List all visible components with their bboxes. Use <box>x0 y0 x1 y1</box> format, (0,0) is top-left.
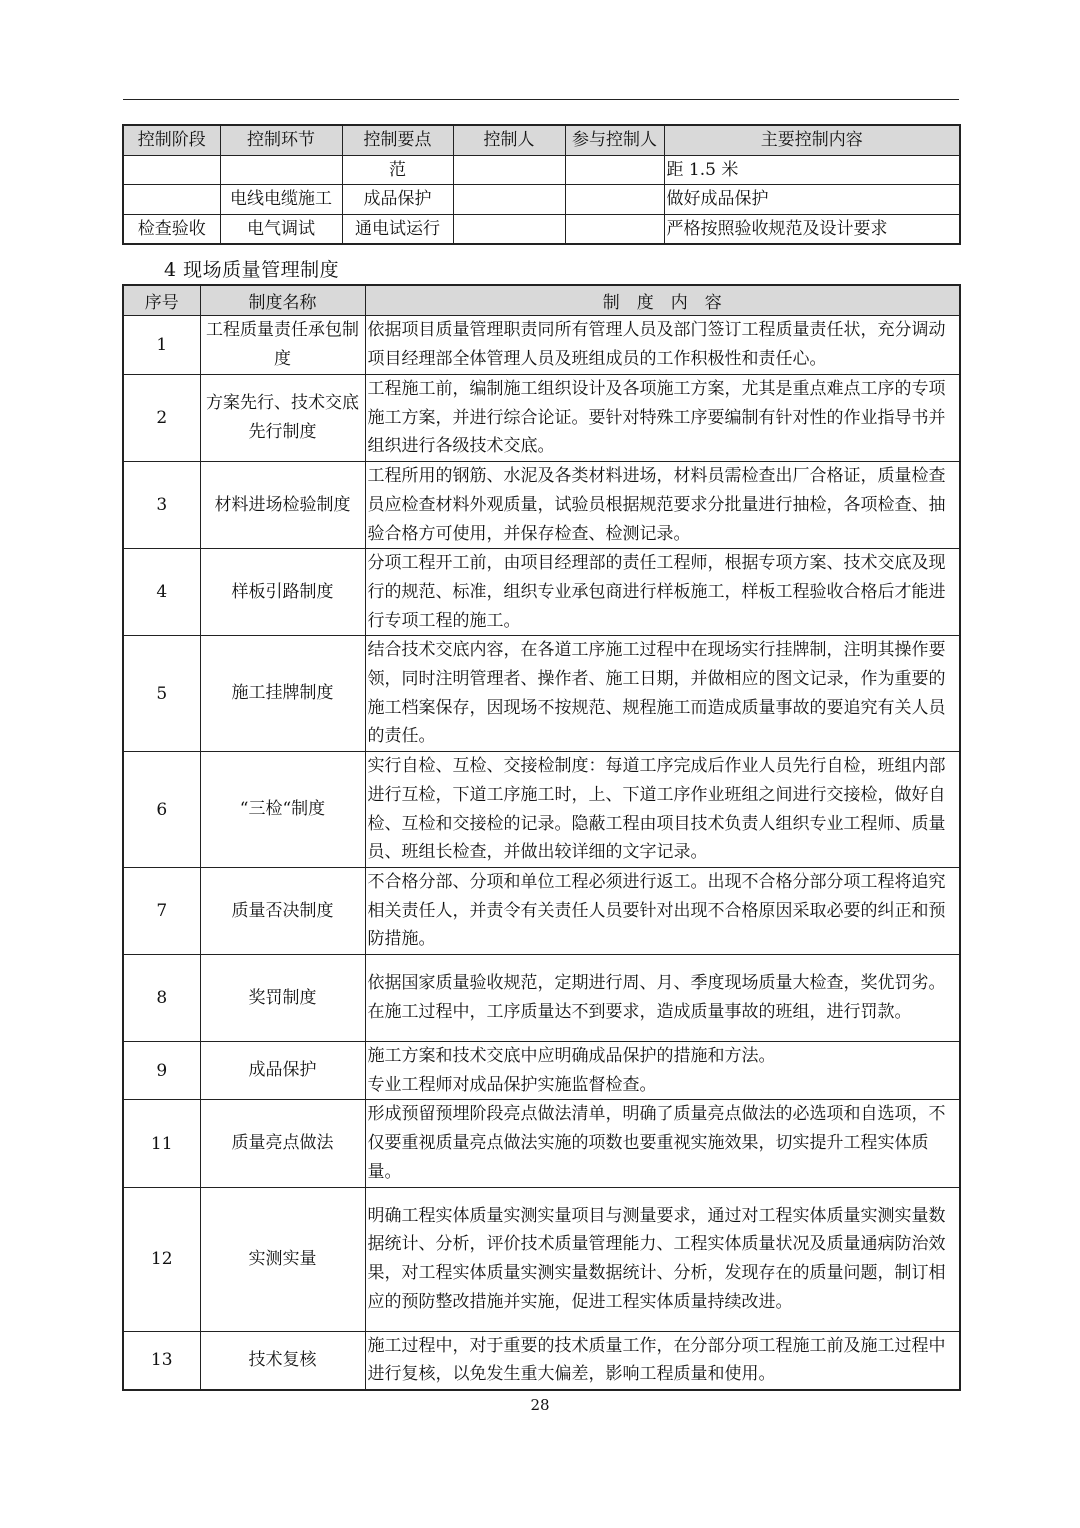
system-table-header <box>123 285 960 316</box>
system-content: 结合技术交底内容，在各道工序施工过程中在现场实行挂牌制，注明其操作要领，同时注明管理者、操作者、施工日期，并做相应的图文记录，作为重要的施工档案保存，因现场不按规范、规程施工而造成质量事故的要追究有关人员的责任。 <box>365 636 960 752</box>
cell <box>565 185 664 215</box>
header-cell: 控制要点 <box>342 125 453 155</box>
system-name: 质量亮点做法 <box>200 1100 365 1187</box>
system-content: 实行自检、互检、交接检制度：每道工序完成后作业人员先行自检，班组内部进行互检，下道工序施工时，上、下道工序作业班组之间进行交接检，做好自检、互检和交接检的记录。隐蔽工程由项目技术负责人组织专业工程师、质量员、班组长检查，并做出较详细的文字记录。 <box>365 752 960 868</box>
system-content: 不合格分部、分项和单位工程必须进行返工。出现不合格分部分项工程将追究相关责任人，并责令有关责任人员要针对出现不合格原因采取必要的纠正和预防措施。 <box>365 867 960 954</box>
row-number: 12 <box>123 1187 200 1331</box>
header-cell: 参与控制人 <box>565 125 664 155</box>
section-title: 4 现场质量管理制度 <box>164 259 340 281</box>
row-number: 11 <box>123 1100 200 1187</box>
control-table-header <box>123 125 960 155</box>
system-name: 奖罚制度 <box>200 955 365 1042</box>
row-number: 7 <box>123 867 200 954</box>
page-number: 28 <box>530 1396 550 1414</box>
row-number: 2 <box>123 375 200 462</box>
table-row <box>123 636 960 752</box>
cell <box>565 155 664 185</box>
header-cell: 制 度 内 容 <box>365 285 960 316</box>
system-content <box>365 1042 960 1100</box>
cell <box>453 155 565 185</box>
header-cell: 控制阶段 <box>123 125 220 155</box>
system-name: 方案先行、技术交底先行制度 <box>200 375 365 462</box>
header-cell: 主要控制内容 <box>664 125 960 155</box>
table-row <box>123 752 960 868</box>
system-content: 工程所用的钢筋、水泥及各类材料进场，材料员需检查出厂合格证，质量检查员应检查材料外观质量，试验员根据规范要求分批量进行抽检，各项检查、抽验合格方可使用，并保存检查、检测记录。 <box>365 462 960 549</box>
cell: 做好成品保护 <box>664 185 960 215</box>
header-cell: 控制环节 <box>220 125 342 155</box>
table-row <box>123 316 960 375</box>
table-row <box>123 1042 960 1100</box>
header-rule <box>123 99 959 100</box>
cell: 检查验收 <box>123 214 220 244</box>
cell <box>123 185 220 215</box>
table-row <box>123 1100 960 1187</box>
system-name: 技术复核 <box>200 1331 365 1390</box>
system-name: 实测实量 <box>200 1187 365 1331</box>
system-content: 分项工程开工前，由项目经理部的责任工程师，根据专项方案、技术交底及现行的规范、标准，组织专业承包商进行样板施工，样板工程验收合格后才能进行专项工程的施工。 <box>365 549 960 636</box>
cell <box>453 214 565 244</box>
table-row <box>123 214 960 244</box>
cell: 电线电缆施工 <box>220 185 342 215</box>
table-row <box>123 549 960 636</box>
system-name: 工程质量责任承包制度 <box>200 316 365 375</box>
content-line: 施工方案和技术交底中应明确成品保护的措施和方法。 <box>367 1046 776 1067</box>
table-row <box>123 955 960 1042</box>
control-table <box>122 124 961 245</box>
header-cell: 序号 <box>123 285 200 316</box>
table-row <box>123 1187 960 1331</box>
row-number: 8 <box>123 955 200 1042</box>
cell <box>123 155 220 185</box>
system-content: 依据国家质量验收规范，定期进行周、月、季度现场质量大检查，奖优罚劣。在施工过程中，工序质量达不到要求，造成质量事故的班组，进行罚款。 <box>365 955 960 1042</box>
system-content: 明确工程实体质量实测实量项目与测量要求，通过对工程实体质量实测实量数据统计、分析，评价技术质量管理能力、工程实体质量状况及质量通病防治效果，对工程实体质量实测实量数据统计、分析，发现存在的质量问题，制订相应的预防整改措施并实施，促进工程实体质量持续改进。 <box>365 1187 960 1331</box>
table-row <box>123 155 960 185</box>
table-row <box>123 1331 960 1390</box>
system-name: “三检“制度 <box>200 752 365 868</box>
system-content: 依据项目质量管理职责同所有管理人员及部门签订工程质量责任状，充分调动项目经理部全体管理人员及班组成员的工作积极性和责任心。 <box>365 316 960 375</box>
cell: 范 <box>342 155 453 185</box>
table-row <box>123 462 960 549</box>
content-line: 专业工程师对成品保护实施监督检查。 <box>367 1074 657 1095</box>
cell <box>453 185 565 215</box>
cell <box>565 214 664 244</box>
header-cell: 控制人 <box>453 125 565 155</box>
system-name: 质量否决制度 <box>200 867 365 954</box>
row-number: 13 <box>123 1331 200 1390</box>
row-number: 5 <box>123 636 200 752</box>
row-number: 9 <box>123 1042 200 1100</box>
system-content: 施工过程中，对于重要的技术质量工作，在分部分项工程施工前及施工过程中进行复核，以免发生重大偏差，影响工程质量和使用。 <box>365 1331 960 1390</box>
quality-system-table <box>122 284 961 1391</box>
table-row <box>123 375 960 462</box>
system-content: 工程施工前，编制施工组织设计及各项施工方案，尤其是重点难点工序的专项施工方案，并进行综合论证。要针对特殊工序要编制有针对性的作业指导书并组织进行各级技术交底。 <box>365 375 960 462</box>
cell: 电气调试 <box>220 214 342 244</box>
row-number: 6 <box>123 752 200 868</box>
cell <box>220 155 342 185</box>
system-name: 样板引路制度 <box>200 549 365 636</box>
header-cell: 制度名称 <box>200 285 365 316</box>
cell: 距 1.5 米 <box>664 155 960 185</box>
cell: 通电试运行 <box>342 214 453 244</box>
row-number: 1 <box>123 316 200 375</box>
system-name: 材料进场检验制度 <box>200 462 365 549</box>
table-row <box>123 867 960 954</box>
row-number: 3 <box>123 462 200 549</box>
system-name: 施工挂牌制度 <box>200 636 365 752</box>
system-content: 形成预留预埋阶段亮点做法清单，明确了质量亮点做法的必选项和自选项，不仅要重视质量亮点做法实施的项数也要重视实施效果，切实提升工程实体质量。 <box>365 1100 960 1187</box>
cell: 成品保护 <box>342 185 453 215</box>
row-number: 4 <box>123 549 200 636</box>
system-name: 成品保护 <box>200 1042 365 1100</box>
table-row <box>123 185 960 215</box>
cell: 严格按照验收规范及设计要求 <box>664 214 960 244</box>
